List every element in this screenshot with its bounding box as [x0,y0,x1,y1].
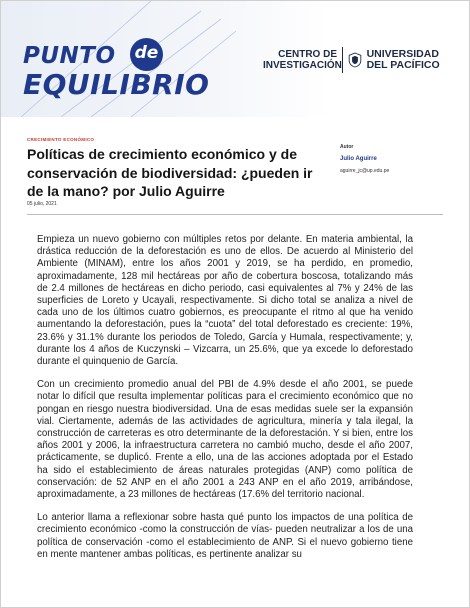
article-title: Políticas de crecimiento económico y de conservación de biodiversidad: ¿pueden ir de la mano? por Julio Aguirre [27,146,313,199]
author-name: Julio Aguirre [340,156,377,162]
article-body [37,234,413,572]
publish-date: 05 julio, 2021 [27,201,57,207]
ciup-logo [263,45,453,75]
logo-divider [342,47,343,73]
header-divider [27,214,443,215]
author-email: aguirre_jc@up.edu.pe [340,168,390,174]
university-seal-icon [348,47,362,73]
paragraph: Empieza un nuevo gobierno con múltiples retos por delante. En materia ambiental, la drástica reducción de la deforestación es uno de ellos. De acuerdo al Ministerio del Ambiente (MINAM), entre los años 2001 y 2019, se ha perdido, en promedio, aproximadamente, 128 mil hectáreas por año de cobertura boscosa, totalizando más de 2.4 millones de hectáreas en dicho periodo, casi equivalentes al 7% y 24% de las superficies de Loreto y Ucayali, respectivamente. Si dicho total se analiza a nivel de cada uno de los últimos cuatro gobiernos, es preocupante el ritmo al que ha venido aumentando la deforestación, pues la “cuota” del total deforestado es creciente: 19%, 23.6% y 31.1% durante los periodos de Toledo, García y Humala, respectivamente; y, durante los 4 años de Kuczynski – Vizcarra, un 25.6%, que ya excede lo deforestado durante el quinquenio de García. [37,234,413,368]
author-heading: Autor [340,144,354,150]
section-label: CRECIMIENTO ECONÓMICO [27,137,95,142]
header-banner [1,1,469,117]
paragraph: Con un crecimiento promedio anual del PBI de 4.9% desde el año 2001, se puede notar lo difícil que resulta implementar políticas para el crecimiento económico que no pongan en riesgo nuestra biodiversidad. Una de esas medidas suele ser la expansión vial. Ciertamente, además de las actividades de agricultura, minería y tala ilegal, la construcción de carreteras es otro determinante de la deforestación. Y si bien, entre los años 2001 y 2006, la infraestructura carretera no cambió mucho, desde el año 2007, prácticamente, se duplicó. Frente a ello, una de las acciones adoptada por el Estado ha sido el establecimiento de áreas naturales protegidas (ANP) como política de conservación: de 52 ANP en el año 2001 a 243 ANP en el año 2019, arribándose, aproximadamente, a 23 millones de hectáreas (17.6% del territorio nacional. [37,379,413,501]
logo-punto-text: PUNTO [23,43,116,69]
logo-de-badge: de [130,38,163,71]
ciup-label: CENTRO DE INVESTIGACIÓN [263,49,342,71]
logo-equilibrio-text: EQUILIBRIO [23,68,210,101]
university-label: UNIVERSIDAD DEL PACÍFICO [366,48,440,71]
paragraph: Lo anterior llama a reflexionar sobre hasta qué punto los impactos de una política de crecimiento económico -como la construcción de vías- pueden neutralizar a los de una política de conservación -como el establecimiento de ANP. Si el nuevo gobierno tiene en mente mantener ambas políticas, es pertinente analizar su [37,512,413,560]
